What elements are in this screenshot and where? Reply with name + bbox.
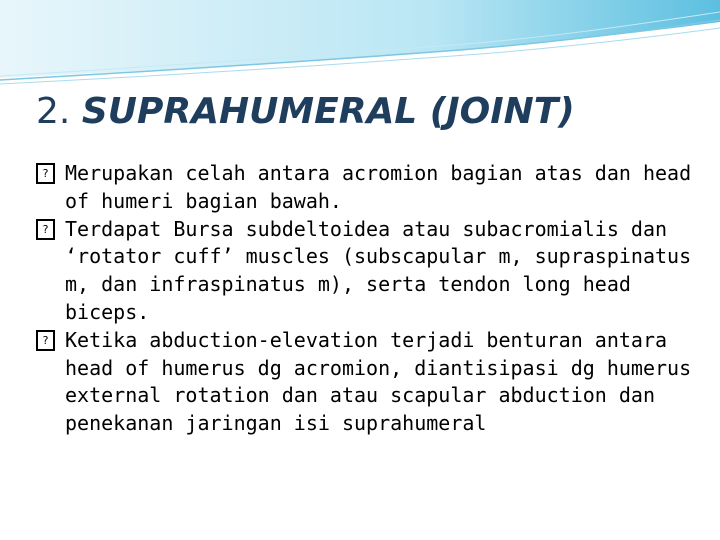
- bullet-glyph-icon: ?: [36, 219, 55, 240]
- bullet-list: [36, 160, 696, 438]
- banner-wave-fill: [0, 0, 720, 78]
- bullet-item: [36, 160, 696, 216]
- bullet-glyph-icon: ?: [36, 163, 55, 184]
- title-number: 2.: [36, 91, 71, 132]
- bullet-item: [36, 327, 696, 438]
- slide-title: [36, 90, 575, 133]
- bullet-glyph-icon: ?: [36, 330, 55, 351]
- bullet-item: [36, 216, 696, 327]
- bullet-text: Ketika abduction-elevation terjadi benturan antara head of humerus dg acromion, diantisipasi dg humerus external rotation dan atau scapular abduction dan penekanan jaringan isi suprahumeral: [65, 327, 692, 436]
- header-wave-banner: [0, 0, 720, 90]
- bullet-text: Merupakan celah antara acromion bagian atas dan head of humeri bagian bawah.: [65, 161, 692, 213]
- bullet-text: Terdapat Bursa subdeltoidea atau subacromialis dan ‘rotator cuff’ muscles (subscapular m, supraspinatus m, dan infraspinatus m), serta tendon long head biceps.: [65, 216, 692, 324]
- title-text: SUPRAHUMERAL (JOINT): [81, 91, 575, 132]
